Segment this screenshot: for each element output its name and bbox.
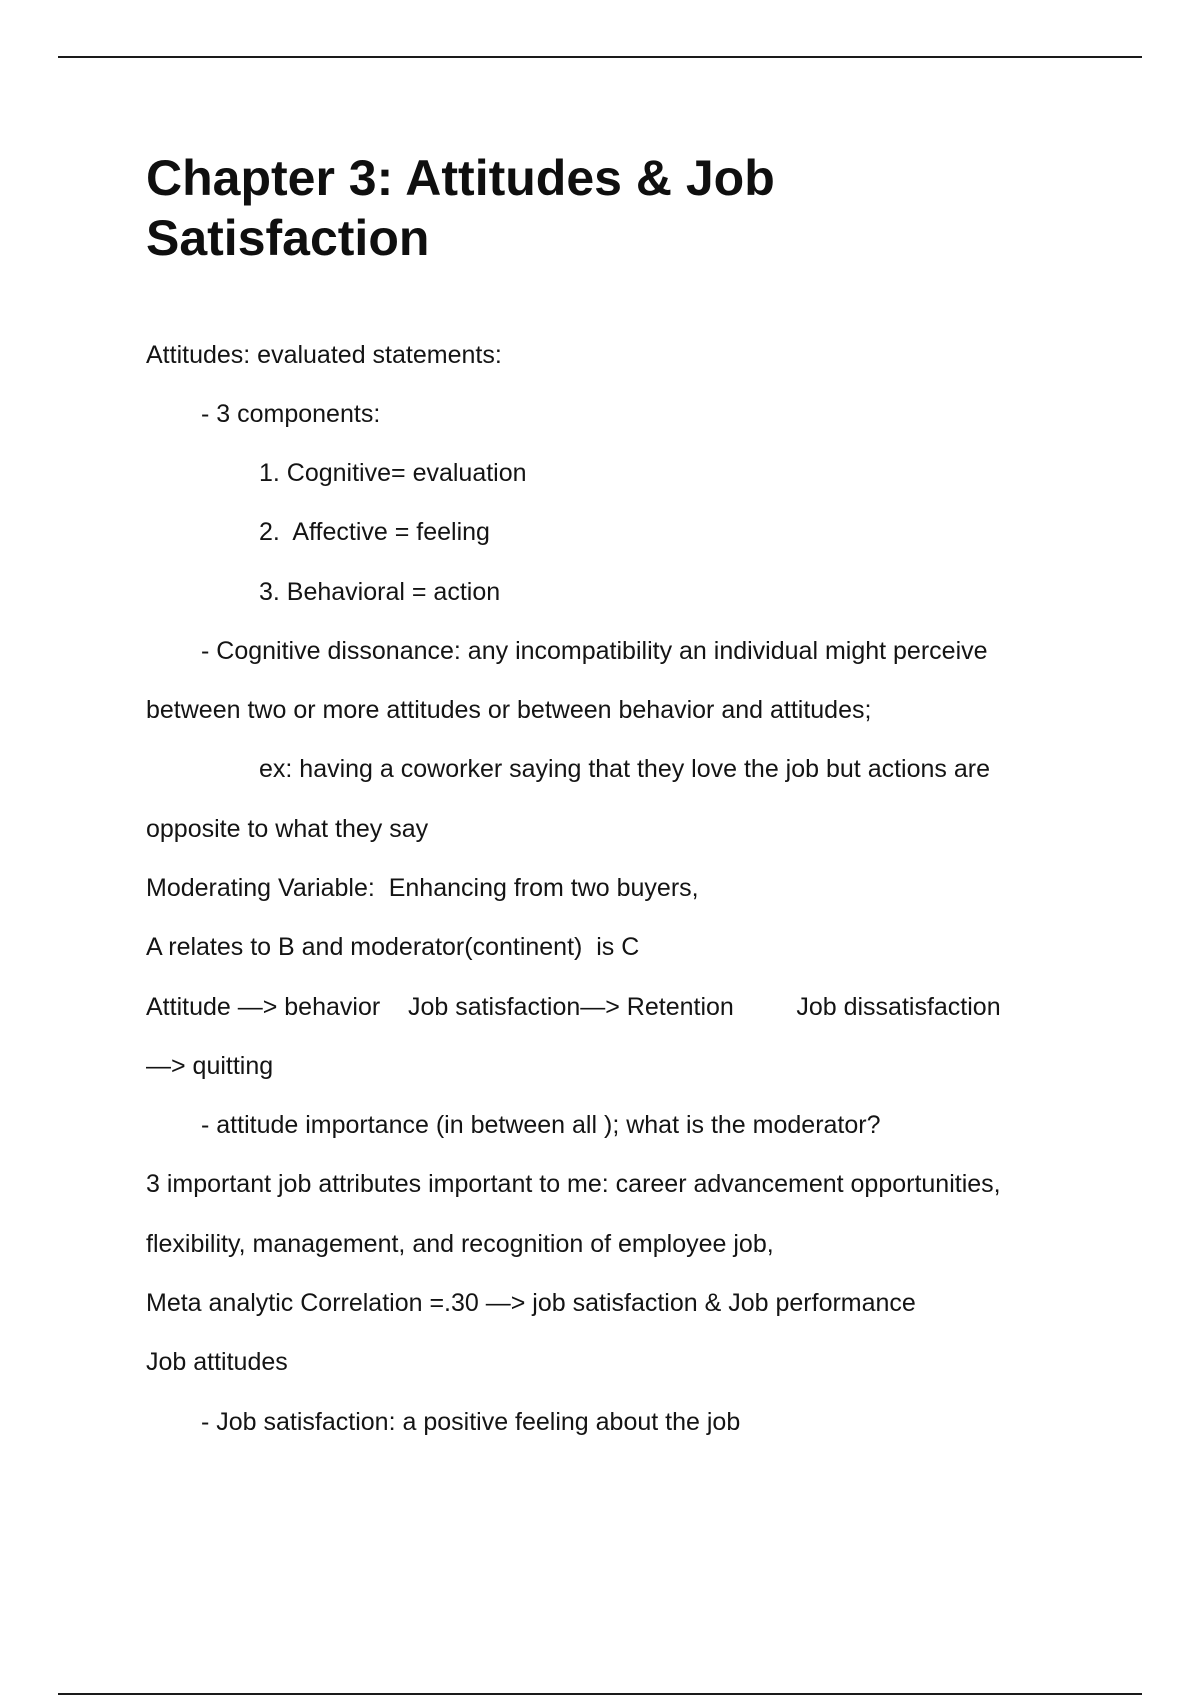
text-line: between two or more attitudes or between behavior and attitudes; — [146, 696, 872, 724]
text-line: Meta analytic Correlation =.30 —> job satisfaction & Job performance — [146, 1289, 916, 1317]
list-item: 1. Cognitive= evaluation — [259, 459, 527, 487]
text-line: flexibility, management, and recognition of employee job, — [146, 1230, 774, 1258]
text-line: ex: having a coworker saying that they love the job but actions are — [259, 755, 990, 783]
list-item: - Cognitive dissonance: any incompatibility an individual might perceive — [201, 637, 988, 665]
text-line: Attitudes: evaluated statements: — [146, 341, 502, 369]
top-rule — [58, 56, 1142, 58]
page-title: Chapter 3: Attitudes & Job Satisfaction — [146, 150, 775, 266]
list-item: 2. Affective = feeling — [259, 518, 490, 546]
text-line: Attitude —> behavior Job satisfaction—> Retention Job dissatisfaction — [146, 993, 1001, 1021]
bottom-rule — [58, 1693, 1142, 1695]
list-item: - Job satisfaction: a positive feeling about the job — [201, 1408, 741, 1436]
text-line: Moderating Variable: Enhancing from two buyers, — [146, 874, 699, 902]
list-item: 3. Behavioral = action — [259, 578, 501, 606]
text-line: A relates to B and moderator(continent) is C — [146, 933, 640, 961]
text-line: —> quitting — [146, 1052, 274, 1080]
list-item: - attitude importance (in between all ); what is the moderator? — [201, 1111, 881, 1139]
text-line: 3 important job attributes important to me: career advancement opportunities, — [146, 1170, 1001, 1198]
text-line: Job attitudes — [146, 1348, 288, 1376]
list-item: - 3 components: — [201, 400, 381, 428]
text-line: opposite to what they say — [146, 815, 429, 843]
